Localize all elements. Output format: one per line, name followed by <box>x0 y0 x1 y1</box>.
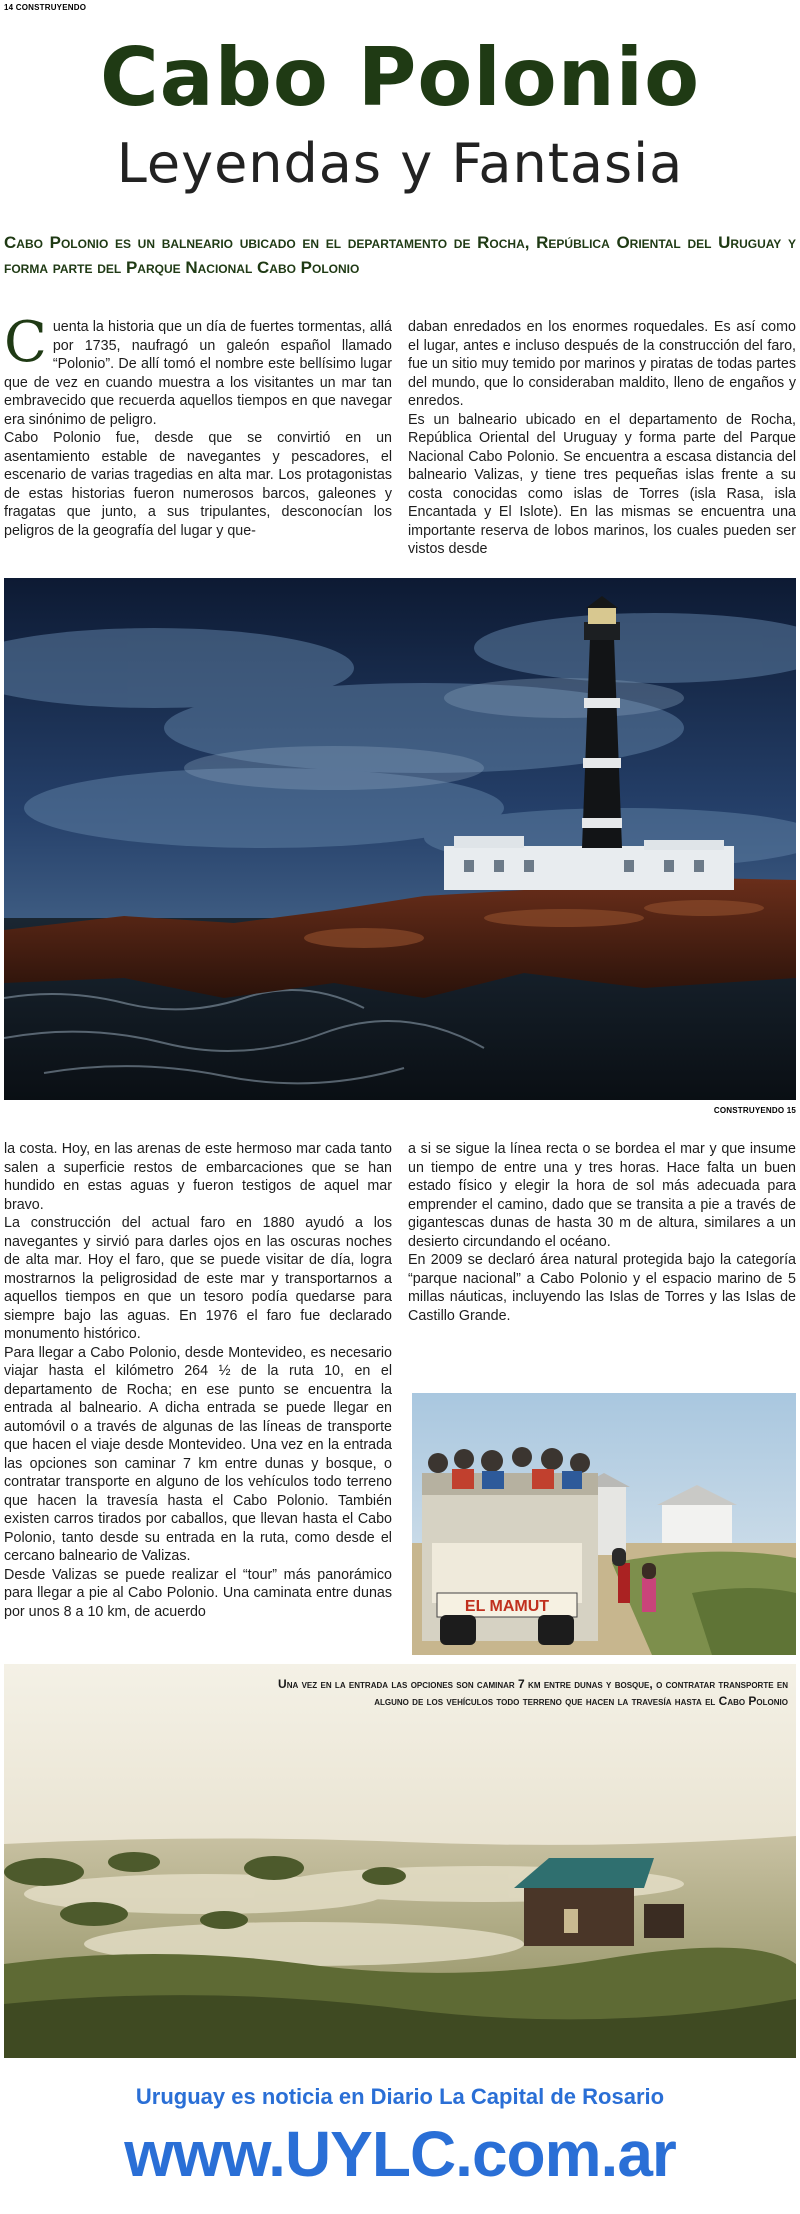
paragraph: Es un balneario ubicado en el departamento de Rocha, República Oriental del Uruguay y forma parte del Parque Nacional Cabo Polonio. Se encuentra a escasa distancia del balneario Valizas, y tiene tres pequeñas islas frente a su costa conocidas como islas de Torres (isla Rasa, isla Encantada y El Islote). En las mismas se encuentra una importante reserva de lobos marinos, los cuales pueden ser vistos desde <box>408 411 796 557</box>
lighthouse-photo <box>4 578 796 1100</box>
paragraph: daban enredados en los enormes roquedales. Es así como el lugar, antes e incluso después de la construcción del faro, fue un sitio muy temido por marinos y piratas de todas partes del mundo, que lo consideraban maldito, lleno de engaños y enredos. <box>408 319 796 409</box>
dunes-photo <box>4 1664 796 2058</box>
photo-caption: Una vez en la entrada las opciones son caminar 7 km entre dunas y bosque, o contratar transporte en alguno de los vehículos todo terreno que hacen la travesía hasta el Cabo Polonio <box>278 1677 788 1708</box>
intro-lede: Cabo Polonio es un balneario ubicado en el departamento de Rocha, República Oriental del Uruguay y forma parte del Parque Nacional Cabo Polonio <box>4 233 796 277</box>
truck-sign-text: EL MAMUT <box>464 1598 550 1615</box>
article-column-4 <box>408 1140 796 1325</box>
footer-website-link[interactable]: www.UYLC.com.ar <box>124 2118 676 2190</box>
lighthouse-illustration <box>4 578 796 1100</box>
article-column-1 <box>4 310 392 540</box>
paragraph: En 2009 se declaró área natural protegida bajo la categoría “parque nacional” a Cabo Polonio y el espacio marino de 5 millas náuticas, incluyendo las Islas de Torres y las Islas de Castillo Grande. <box>408 1252 796 1324</box>
truck-illustration <box>412 1393 796 1655</box>
dunes-illustration <box>4 1664 796 2058</box>
page-folio-top: 14 CONSTRUYENDO <box>4 3 87 12</box>
article-column-3 <box>4 1140 392 1621</box>
drop-cap: C <box>4 310 47 375</box>
paragraph: Desde Valizas se puede realizar el “tour” más panorámico para llegar a pie al Cabo Polonio. Una caminata entre dunas por unos 8 a 10 km, de acuerdo <box>4 1566 392 1620</box>
paragraph: Cabo Polonio fue, desde que se convirtió en un asentamiento estable de navegantes y pescadores, el escenario de varias tragedias en alta mar. Los protagonistas de estas historias fueron numerosos barcos, galeones y fragatas que junto, a sus tripulantes, desconocían los peligros de la geografía del lugar y que- <box>4 430 392 539</box>
page-folio-mid: CONSTRUYENDO 15 <box>713 1106 796 1115</box>
paragraph: La construcción del actual faro en 1880 ayudó a los navegantes y sirvió para darles ojos en las oscuras noches de alta mar. Hoy el faro, que se puede visitar de día, logra mostrarnos la peligrosidad de este mar y transportarnos a aquellos tiempos en que un tesoro podía quedarse para siempre bajo las aguas. En 1976 el faro fue declarado monumento histórico. <box>4 1215 392 1342</box>
footer-tagline: Uruguay es noticia en Diario La Capital de Rosario <box>135 2084 665 2109</box>
paragraph: Para llegar a Cabo Polonio, desde Montevideo, es necesario viajar hasta el kilómetro 264 ½ de la ruta 10, en el departamento de Rocha; en ese punto se encuentra la entrada al balneario. A dicha entrada se puede llegar en automóvil o a través de algunas de las líneas de transporte que hacen el viaje desde Montevideo. Una vez en la entrada las opciones son caminar 7 km entre dunas y bosque, o contratar transporte en alguno de los vehículos todo terreno que hacen la travesía hasta el Cabo Polonio. También existen carros tirados por caballos, que llevan hasta el Cabo Polonio, tanto desde su entrada en la ruta, como desde el cercano balneario de Valizas. <box>4 1344 392 1564</box>
page-title: Cabo Polonio <box>99 31 701 124</box>
paragraph: uenta la historia que un día de fuertes tormentas, allá por 1735, naufragó un galeón español llamado “Polonio”. De allí tomó el nombre este bellísimo lugar que de vez en cuando muestra a los visitantes un mar tan embravecido que recuerda aquellos tiempos en que navegar era sinónimo de peligro. <box>4 319 392 428</box>
paragraph: la costa. Hoy, en las arenas de este hermoso mar cada tanto salen a superficie restos de embarcaciones que se han hundido en estas aguas y fueron testigos de aquel mar bravo. <box>4 1141 392 1213</box>
paragraph: a si se sigue la línea recta o se bordea el mar y que insume un tiempo de entre una y tres horas. Hace falta un buen estado físico y elegir la hora de sol más adecuada para emprender el camino, dado que se transita a pie a través de gigantescas dunas de hasta 30 m de altura, similares a un desierto circundando el océano. <box>408 1141 796 1250</box>
article-column-2 <box>408 318 796 559</box>
truck-photo <box>412 1393 796 1655</box>
page-subtitle: Leyendas y Fantasia <box>116 132 684 195</box>
